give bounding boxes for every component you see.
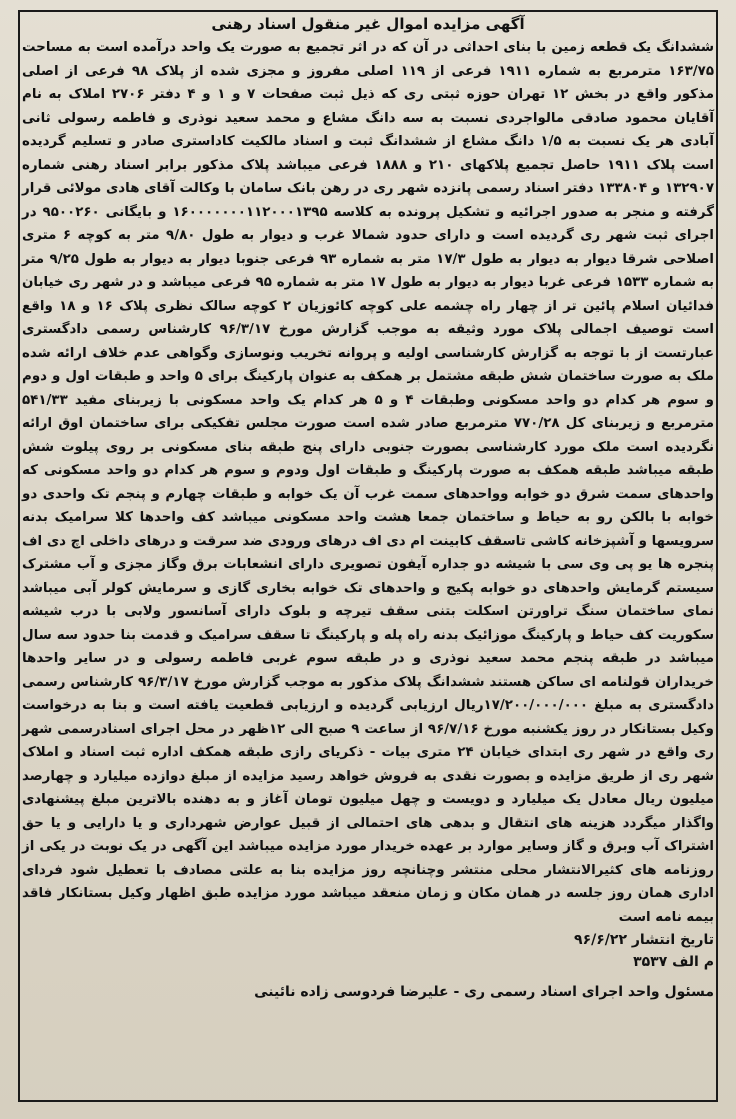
notice-body: ششدانگ یک قطعه زمین با بنای احداثی در آن که در اثر تجمیع به صورت یک واحد درآمده است به مساحت ۱۶۳/۷۵ مترمربع به شماره ۱۹۱۱ فرعی از ۱۱۹ اصلی مفروز و مجزی شده از پلاک ۹۸ فرعی از اصلی مذکور واقع در بخش ۱۲ تهران حوزه ثبتی ری که ذیل ثبت صفحات ۷ و ۱ و ۴ دفتر ۲۷۰۶ املاک به نام آقایان محمود صادقی مالواجردی نسبت به سه دانگ مشاع و محمد سعید نوذری و فاطمه رسولی ثانی آبادی هر یک نسبت به ۱/۵ دانگ مشاع از ششدانگ ثبت و اسناد مالکیت کاداستری صادر و تسلیم گردیده است پلاک ۱۹۱۱ حاصل تجمیع پلاکهای ۲۱۰ و ۱۸۸۸ فرعی میباشد پلاک مذکور برابر اسناد رهنی شماره ۱۳۲۹۰۷ و ۱۳۳۸۰۴ دفتر اسناد رسمی پانزده شهر ری در رهن بانک سامان با وکالت آقای هادی مولائی قرار گرفته و منجر به صدور اجرائیه و تشکیل پرونده به کلاسه ۱۶۰۰۰۰۰۰۰۱۱۲۰۰۰۱۳۹۵ و بایگانی ۹۵۰۰۲۶۰ در اجرای ثبت شهر ری گردیده است و دارای حدود شمالا غرب و دیوار به طول ۹/۸۰ متر به کوچه ۶ متری اصلاحی شرقا دیوار به دیوار به طول ۱۷/۳ متر به شماره ۹۳ فرعی جنوبا دیوار به دیوار به طول ۹/۲۵ متر به شماره ۱۵۳۳ فرعی غربا دیوار به دیوار به طول ۱۷ متر به شماره ۹۵ فرعی میباشد و در شهر ری خیابان فدائیان اسلام پائین تر از چهار راه چشمه علی کوچه کائوزیان ۲ کوچه سالک نظری پلاک ۱۶ و ۱۸ واقع است توصیف اجمالی پلاک مورد وثیقه به موجب گزارش مورخ ۹۶/۳/۱۷ کارشناس رسمی دادگستری عبارتست از با توجه به گزارش کارشناسی اولیه و پروانه تخریب ونوسازی وگواهی عدم خلاف ارائه شده ملک به صورت ساختمان شش طبقه مشتمل بر همکف به عنوان پارکینگ برای ۵ واحد و طبقات اول و دوم و سوم هر کدام دو واحد مسکونی وطبقات ۴ و ۵ هر کدام یک واحد مسکونی با زیربنای مفید ۵۴۱/۳۳ مترمربع و زیربنای کل ۷۷۰/۲۸ مترمربع صادر شده است صورت مجلس تفکیکی برای ساختمان اوق ارائه نگردیده است ملک مورد کارشناسی بصورت جنوبی دارای پنج طبقه بنای مسکونی بر روی پیلوت شش طبقه میباشد طبقه همکف به صورت پارکینگ و طبقات اول ودوم و سوم هر کدام دو واحد مسکونی که واحدهای سمت شرق دو خوابه وواحدهای سمت غرب آن یک خوابه و طبقات چهارم و پنجم تک واحدی دو خوابه با بالکن رو به حیاط و ساختمان جمعا هشت واحد مسکونی میباشد کف واحدها کلا سرامیک بدنه سرویسها و آشپزخانه کاشی تاسقف کابینت ام دی اف درهای ورودی ضد سرقت و درهای داخلی اچ دی اف پنجره ها یو پی وی سی با شیشه دو جداره آیفون تصویری دارای انشعابات برق وگاز مجزی و آب مشترک سیستم گرمایش واحدهای دو خوابه پکیج و واحدهای تک خوابه بخاری گازی و سرمایش کولر آبی میباشد نمای ساختمان سنگ تراورتن اسکلت بتنی سقف تیرچه و بلوک دارای آسانسور ولابی با درب شیشه سکوریت کف حیاط و پارکینگ موزائیک بدنه راه پله و پارکینگ تا سقف سرامیک و قدمت بنا حدود سه سال میباشد در طبقه پنجم محمد سعید نوذری و در طبقه سوم غربی فاطمه رسولی و در سایر واحدها خریداران قولنامه ای ساکن هستند ششدانگ پلاک مذکور به موجب گزارش مورخ ۹۶/۳/۱۷ کارشناس رسمی دادگستری به مبلغ ۱۷/۲۰۰/۰۰۰/۰۰۰ریال ارزیابی گردیده و ارزیابی قطعیت یافته است و بنا به درخواست وکیل بستانکار در روز یکشنبه مورخ ۹۶/۷/۱۶ از ساعت ۹ صبح الی ۱۲ظهر در محل اجرای اسنادرسمی شهر ری واقع در شهر ری ابتدای خیابان ۲۴ متری بیات - ذکریای رازی طبقه همکف اداره ثبت اسناد و املاک شهر ری از طریق مزایده و بصورت نقدی به فروش خواهد رسید مزایده از مبلغ دوازده میلیارد و چهارصد میلیون ریال معادل یک میلیارد و دویست و چهل میلیون تومان آغاز و به دهنده بالاترین مبلغ پیشنهادی واگذار میگردد هزینه های انتقال و بدهی های احتمالی از قبیل عوارض شهرداری و یا دارایی و یا حق اشتراک آب وبرق و گاز وسایر موارد بر عهده خریدار مورد مزایده میباشد این آگهی در یک نوبت در یکی از روزنامه های کثیرالانتشار محلی منتشر وچنانچه روز مزایده بنا به علتی مصادف با تعطیل شود فردای اداری همان روز جلسه در همان مکان و زمان منعقد میباشد مورد مزایده طبق اظهار وکیل بستانکار فاقد بیمه نامه است — [22, 40, 715, 925]
auction-notice — [22, 14, 714, 1003]
reference-number: م الف ۳۵۳۷ — [633, 954, 714, 970]
signature-line: مسئول واحد اجرای اسناد رسمی ری - علیرضا فردوسی زاده نائینی — [254, 984, 714, 1000]
notice-title: آگهی مزایده اموال غیر منقول اسناد رهنی — [211, 15, 525, 33]
publish-date: تاریخ انتشار ۹۶/۶/۲۲ — [574, 932, 714, 948]
